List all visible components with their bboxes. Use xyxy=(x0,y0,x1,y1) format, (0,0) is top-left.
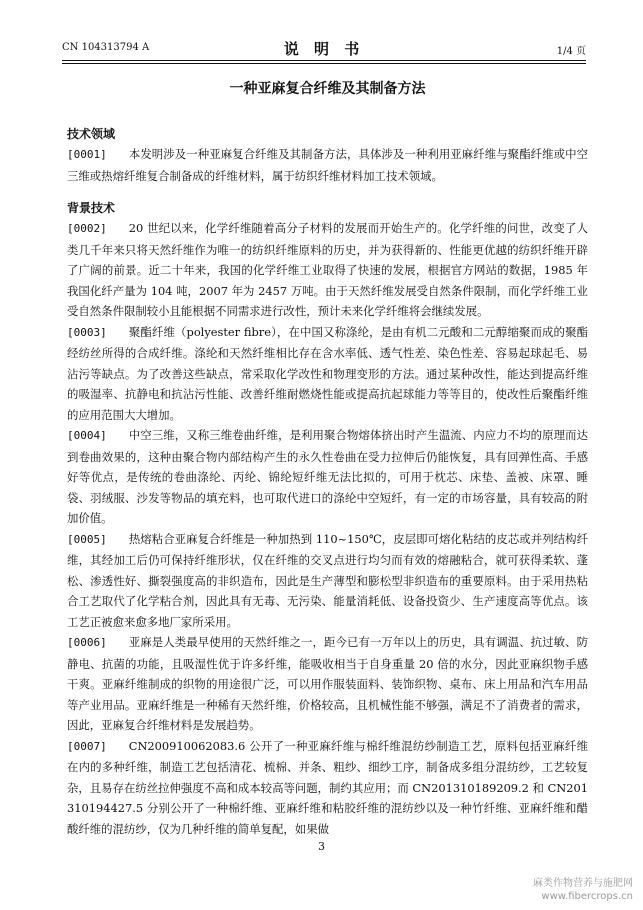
paragraph-number: [0007] xyxy=(67,739,107,753)
paragraph xyxy=(67,736,588,840)
paragraph-text: 20 世纪以来，化学纤维随着高分子材料的发展而开始生产的。化学纤维的问世，改变了人类几千年来只将天然纤维作为唯一的纺织纤维原料的历史，并为获得新的、性能更优越的纺织纤维开辟了广阔的前景。近二十年来，我国的化学纤维工业取得了快速的发展，根据官方网站的数据，1985 年我国化纤产量为 104 吨，2007 年为 2457 万吨。由于天然纤维发展受自然条件限制，而化学纤维工业受自然条件限制较小且能根据不同需求进行改性，预计未来化学纤维将会继续发展。 xyxy=(67,221,588,318)
document-body xyxy=(67,78,588,839)
page-header xyxy=(62,38,586,58)
page-indicator: 1/4 页 xyxy=(556,46,586,57)
header-rule-thin xyxy=(62,63,586,64)
paragraph-text: 中空三维，又称三维卷曲纤维，是利用聚合物熔体挤出时产生温流、内应力不均的原理而达到卷曲效果的，这种由聚合物内部结构产生的永久性卷曲在受力拉伸后仍能恢复，具有回弹性高、手感好等优点，是传统的卷曲涤纶、丙纶、锦纶短纤维无法比拟的，可用于枕芯、床垫、盖被、床罩、睡袋、羽绒服、沙发等物品的填充料，也可取代进口的涤纶中空短纤，有一定的市场容量，具有较高的附加价值。 xyxy=(67,428,588,525)
paragraph-text: 聚酯纤维（polyester fibre），在中国又称涤纶，是由有机二元酸和二元醇缩聚而成的聚酯经纺丝所得的合成纤维。涤纶和天然纤维相比存在含水率低、透气性差、染色性差、容易起球起毛、易沾污等缺点。为了改善这些缺点，常采取化学改性和物理变形的方法。通过某种改性，能达到提高纤维的吸湿率、抗静电和抗沾污性能、改善纤维耐燃烧性能或提高抗起球能力等等目的，使改性后聚酯纤维的应用范围大大增加。 xyxy=(67,324,588,422)
document-type: 说 明 书 xyxy=(283,40,365,58)
paragraph-number: [0006] xyxy=(67,636,107,649)
header-rule-thick xyxy=(62,60,586,61)
watermark-url: www.fibercrops.cn xyxy=(541,891,633,902)
page-number: 3 xyxy=(318,840,325,853)
paragraph-text: CN200910062083.6 公开了一种亚麻纤维与棉纤维混纺纱制造工艺，原料包括亚麻纤维在内的多种纤维，制造工艺包括清花、梳棉、并条、粗纱、细纱工序，制备成多组分混纺纱，工艺较复杂，且易存在纺丝拉伸强度不高和成本较高等问题，制约其应用；而 CN201310189209.2 和 CN201310194427.5 分别公开了一种棉纤维、亚麻纤维和粘胶纤维的混纺纱以及一种竹纤维、亚麻纤维和醋酸纤维的混纺纱，仅为几种纤维的简单复配，如果做 xyxy=(67,738,588,836)
document-title: 一种亚麻复合纤维及其制备方法 xyxy=(229,81,426,97)
paragraph xyxy=(67,425,588,529)
paragraph-number: [0001] xyxy=(67,148,107,161)
paragraph xyxy=(67,529,588,633)
paragraph xyxy=(67,218,588,322)
patent-number: CN 104313794 A xyxy=(62,42,150,53)
paragraph-number: [0002] xyxy=(67,222,107,235)
paragraph xyxy=(67,632,588,736)
paragraph xyxy=(67,322,588,426)
paragraph-number: [0004] xyxy=(67,429,107,442)
paragraph-text: 亚麻是人类最早使用的天然纤维之一，距今已有一万年以上的历史，具有调温、抗过敏、防静电、抗菌的功能，且吸湿性优于许多纤维，能吸收相当于自身重量 20 倍的水分，因此亚麻织物手感干爽。亚麻纤维制成的织物的用途很广泛，可以用作服装面料、装饰织物、桌布、床上用品和汽车用品等产业用品。亚麻纤维是一种稀有天然纤维，价格较高，且机械性能不够强，满足不了消费者的需求，因此，亚麻复合纤维材料是发展趋势。 xyxy=(67,635,588,732)
paragraph-number: [0005] xyxy=(67,532,107,546)
section-heading-field: 技术领域 xyxy=(67,127,116,141)
paragraph-text: 热熔粘合亚麻复合纤维是一种加热到 110~150℃，皮层即可熔化粘结的皮芯或并列结构纤维，其经加工后仍可保持纤维形状，仅在纤维的交叉点进行均匀而有效的熔融粘合，就可获得柔软、蓬松、渗透性好、撕裂强度高的非织造布，因此是生产薄型和膨松型非织造布的重要原料。由于采用热粘合工艺取代了化学粘合剂，因此具有无毒、无污染、能量消耗低、设备投资少、生产速度高等优点。该工艺正被愈来愈多地厂家所采用。 xyxy=(67,531,588,629)
paragraph xyxy=(67,144,588,186)
watermark xyxy=(473,877,633,903)
paragraph-number: [0003] xyxy=(67,325,107,339)
paragraph-text: 本发明涉及一种亚麻复合纤维及其制备方法，具体涉及一种利用亚麻纤维与聚酯纤维或中空三维或热熔纤维复合制备成的纤维材料，属于纺织纤维材料加工技术领域。 xyxy=(67,147,588,183)
watermark-site-name: 麻类作物营养与施肥网 xyxy=(533,878,633,889)
section-heading-background: 背景技术 xyxy=(67,201,116,215)
